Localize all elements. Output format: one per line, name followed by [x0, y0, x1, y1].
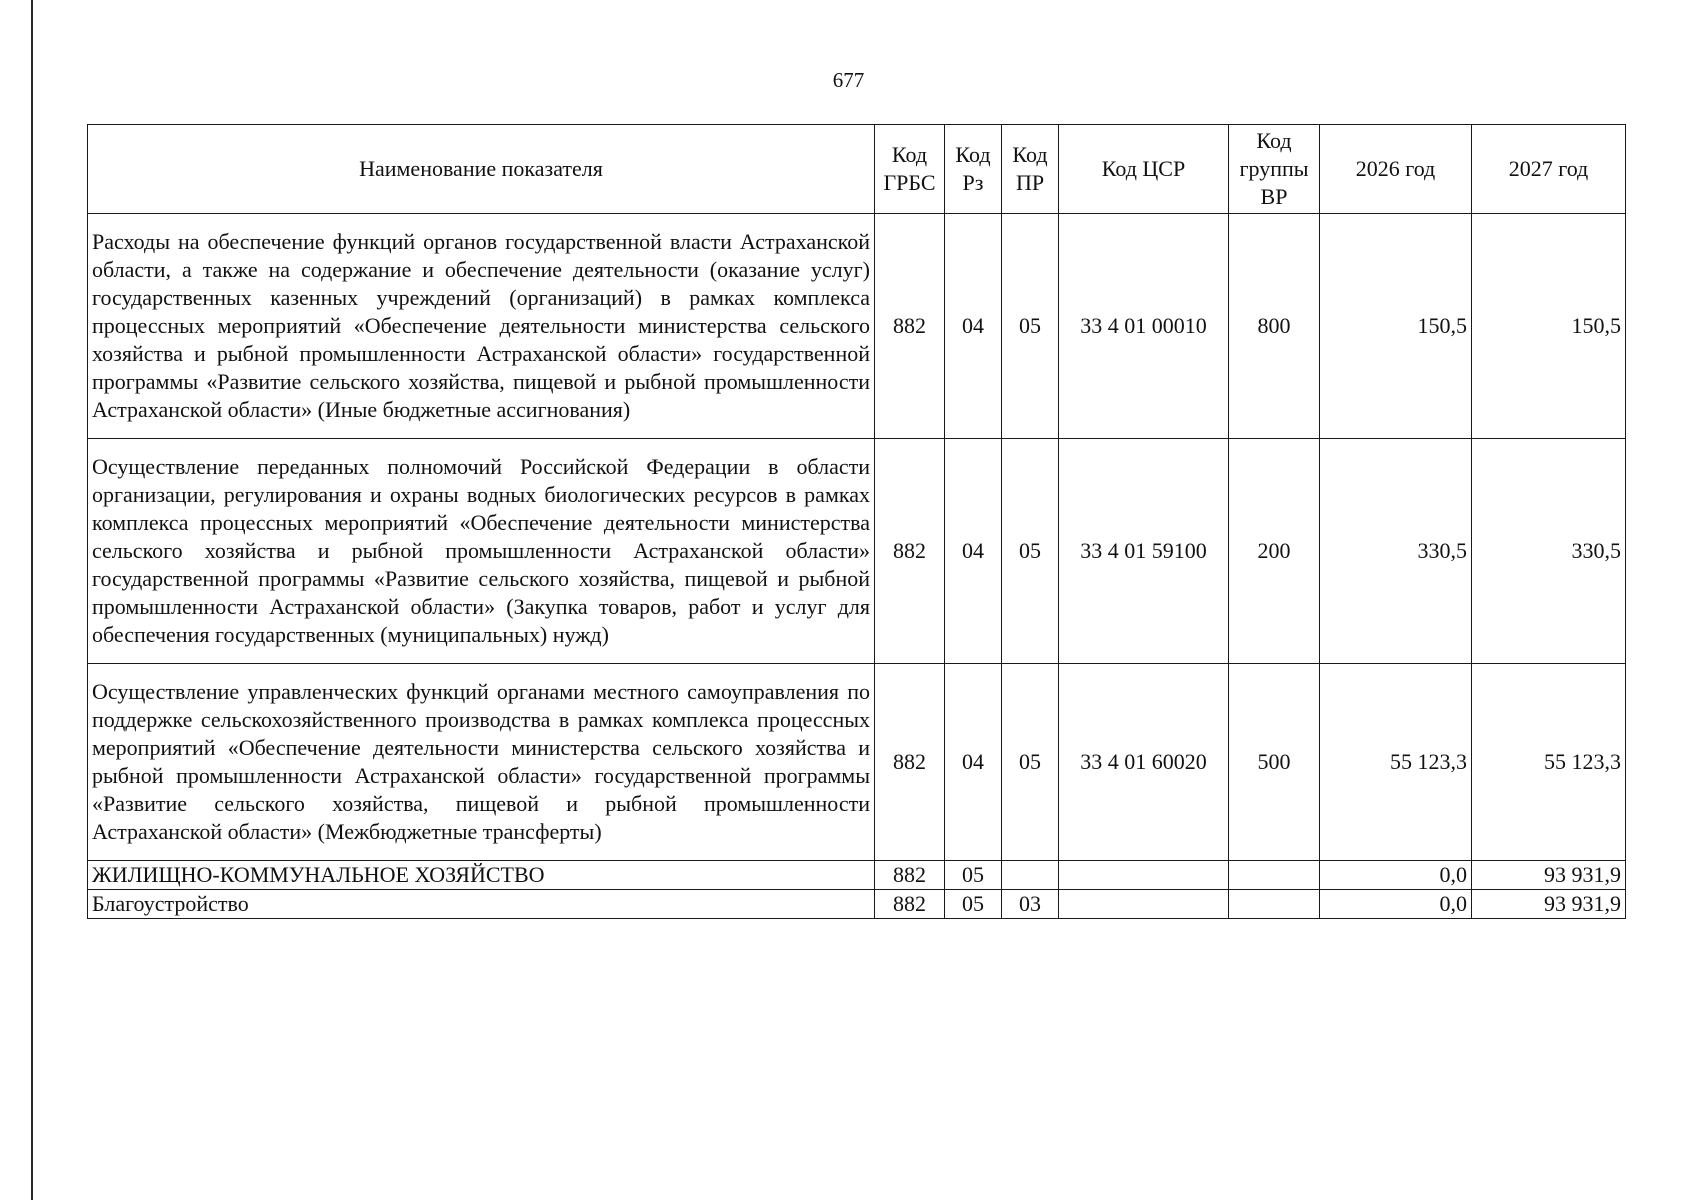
- row-pr: 05: [1002, 214, 1059, 439]
- header-name: Наименование показателя: [88, 125, 875, 214]
- header-rz: Код Рз: [945, 125, 1002, 214]
- table-row: [88, 214, 1626, 439]
- row-2027: 150,5: [1472, 214, 1626, 439]
- header-grbs: Код ГРБС: [875, 125, 945, 214]
- page-number: 677: [832, 68, 865, 92]
- table-row: [88, 664, 1626, 861]
- row-name: Осуществление переданных полномочий Российской Федерации в области организации, регулирования и охраны водных биологических ресурсов в рамках комплекса процессных мероприятий «Обеспечение деятельности министерства сельского хозяйства и рыбной промышленности Астраханской области» государственной программы «Развитие сельского хозяйства, пищевой и рыбной промышленности Астраханской области» (Закупка товаров, работ и услуг для обеспечения государственных (муниципальных) нужд): [88, 439, 875, 664]
- row-rz: 04: [945, 664, 1002, 861]
- header-row: [88, 125, 1626, 214]
- row-csr: 33 4 01 60020: [1059, 664, 1229, 861]
- row-2026: 0,0: [1320, 890, 1472, 919]
- header-pr: Код ПР: [1002, 125, 1059, 214]
- header-2027: 2027 год: [1472, 125, 1626, 214]
- row-2027: 93 931,9: [1472, 861, 1626, 890]
- row-name: Осуществление управленческих функций органами местного самоуправления по поддержке сельскохозяйственного производства в рамках комплекса процессных мероприятий «Обеспечение деятельности министерства сельского хозяйства и рыбной промышленности Астраханской области» государственной программы «Развитие сельского хозяйства, пищевой и рыбной промышленности Астраханской области» (Межбюджетные трансферты): [88, 664, 875, 861]
- row-vr: [1229, 890, 1320, 919]
- row-2027: 330,5: [1472, 439, 1626, 664]
- row-grbs: 882: [875, 861, 945, 890]
- row-2027: 93 931,9: [1472, 890, 1626, 919]
- row-vr: 200: [1229, 439, 1320, 664]
- row-csr: [1059, 890, 1229, 919]
- row-rz: 04: [945, 214, 1002, 439]
- row-2026: 150,5: [1320, 214, 1472, 439]
- table-row: [88, 439, 1626, 664]
- row-2026: 0,0: [1320, 861, 1472, 890]
- row-name: Благоустройство: [88, 890, 875, 919]
- row-pr: 03: [1002, 890, 1059, 919]
- header-vr: Код группы ВР: [1229, 125, 1320, 214]
- row-csr: [1059, 861, 1229, 890]
- row-name: Расходы на обеспечение функций органов государственной власти Астраханской области, а также на содержание и обеспечение деятельности (оказание услуг) государственных казенных учреждений (организаций) в рамках комплекса процессных мероприятий «Обеспечение деятельности министерства сельского хозяйства и рыбной промышленности Астраханской области» государственной программы «Развитие сельского хозяйства, пищевой и рыбной промышленности Астраханской области» (Иные бюджетные ассигнования): [88, 214, 875, 439]
- row-grbs: 882: [875, 214, 945, 439]
- row-2026: 330,5: [1320, 439, 1472, 664]
- table-row: [88, 861, 1626, 890]
- scan-edge-line: [31, 0, 33, 1200]
- row-vr: 500: [1229, 664, 1320, 861]
- row-csr: 33 4 01 00010: [1059, 214, 1229, 439]
- header-2026: 2026 год: [1320, 125, 1472, 214]
- row-vr: [1229, 861, 1320, 890]
- row-vr: 800: [1229, 214, 1320, 439]
- row-grbs: 882: [875, 890, 945, 919]
- row-rz: 05: [945, 861, 1002, 890]
- table-row: [88, 890, 1626, 919]
- row-grbs: 882: [875, 439, 945, 664]
- budget-table: [87, 124, 1626, 919]
- row-2026: 55 123,3: [1320, 664, 1472, 861]
- row-pr: 05: [1002, 439, 1059, 664]
- row-name: ЖИЛИЩНО-КОММУНАЛЬНОЕ ХОЗЯЙСТВО: [88, 861, 875, 890]
- header-csr: Код ЦСР: [1059, 125, 1229, 214]
- row-rz: 04: [945, 439, 1002, 664]
- row-pr: 05: [1002, 664, 1059, 861]
- row-pr: [1002, 861, 1059, 890]
- row-csr: 33 4 01 59100: [1059, 439, 1229, 664]
- row-2027: 55 123,3: [1472, 664, 1626, 861]
- row-grbs: 882: [875, 664, 945, 861]
- row-rz: 05: [945, 890, 1002, 919]
